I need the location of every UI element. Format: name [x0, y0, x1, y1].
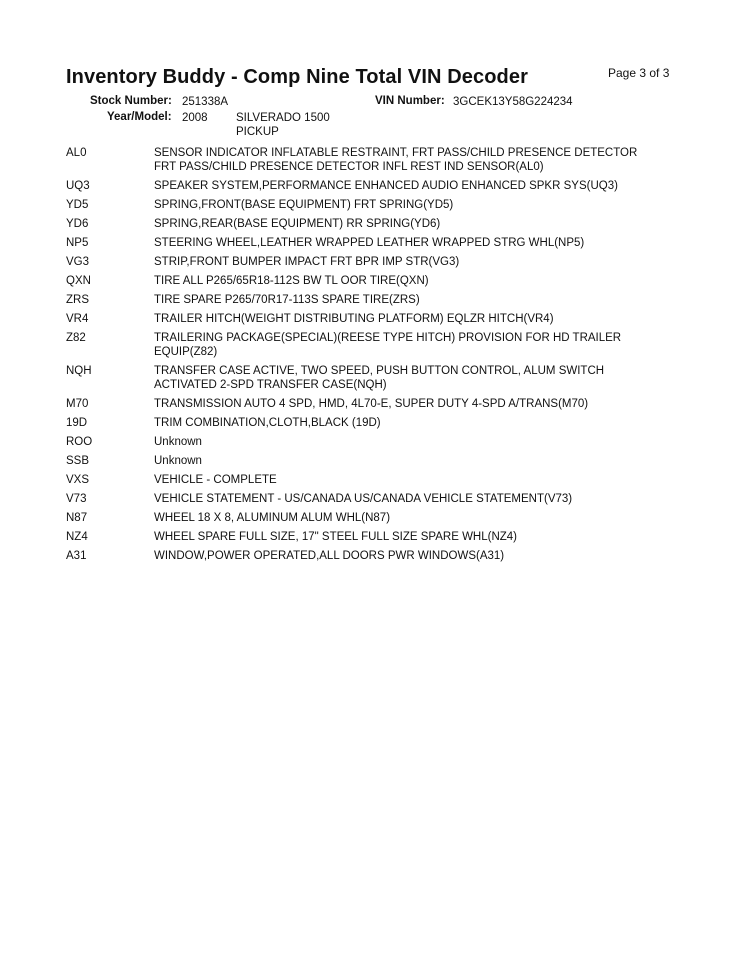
option-description-line: WINDOW,POWER OPERATED,ALL DOORS PWR WINDOWS(A31) — [154, 550, 505, 562]
option-row — [66, 416, 676, 435]
option-description-line: SPRING,FRONT(BASE EQUIPMENT) FRT SPRING(YD5) — [154, 199, 454, 211]
option-description — [154, 236, 676, 250]
option-row — [66, 454, 676, 473]
option-description-line: ACTIVATED 2-SPD TRANSFER CASE(NQH) — [154, 379, 387, 391]
option-row — [66, 435, 676, 454]
option-description-line: Unknown — [154, 455, 202, 467]
option-description-line: TRAILER HITCH(WEIGHT DISTRIBUTING PLATFORM) EQLZR HITCH(VR4) — [154, 313, 554, 325]
option-description — [154, 416, 676, 430]
model-line: SILVERADO 1500 — [236, 112, 330, 124]
option-description-line: TIRE SPARE P265/70R17-113S SPARE TIRE(ZRS) — [154, 294, 420, 306]
option-code: Z82 — [66, 332, 86, 344]
option-description-line: TRANSFER CASE ACTIVE, TWO SPEED, PUSH BUTTON CONTROL, ALUM SWITCH — [154, 365, 605, 377]
option-description — [154, 274, 676, 288]
year-model-label: Year/Model: — [107, 111, 172, 123]
option-description-line: VEHICLE - COMPLETE — [154, 474, 277, 486]
option-description — [154, 331, 676, 359]
option-description — [154, 198, 676, 212]
option-code: VR4 — [66, 313, 89, 325]
option-code: YD6 — [66, 218, 89, 230]
option-row — [66, 492, 676, 511]
option-description — [154, 435, 676, 449]
year-value: 2008 — [182, 112, 208, 124]
vin-number-label: VIN Number: — [375, 95, 445, 107]
option-description-line: STRIP,FRONT BUMPER IMPACT FRT BPR IMP STR(VG3) — [154, 256, 460, 268]
option-description-line: VEHICLE STATEMENT - US/CANADA US/CANADA VEHICLE STATEMENT(V73) — [154, 493, 573, 505]
option-code: ROO — [66, 436, 93, 448]
option-description — [154, 255, 676, 269]
option-description — [154, 397, 676, 411]
option-description-line: TRIM COMBINATION,CLOTH,BLACK (19D) — [154, 417, 381, 429]
option-description-line: TIRE ALL P265/65R18-112S BW TL OOR TIRE(QXN) — [154, 275, 429, 287]
option-code: NP5 — [66, 237, 89, 249]
option-code: N87 — [66, 512, 88, 524]
document-title: Inventory Buddy - Comp Nine Total VIN Decoder — [66, 66, 528, 88]
stock-number-label: Stock Number: — [90, 95, 172, 107]
vin-number-value: 3GCEK13Y58G224234 — [453, 96, 573, 108]
option-code: SSB — [66, 455, 90, 467]
option-description — [154, 364, 676, 392]
option-code: NQH — [66, 365, 92, 377]
stock-number-value: 251338A — [182, 96, 229, 108]
option-description — [154, 179, 676, 193]
option-code: V73 — [66, 493, 87, 505]
option-row — [66, 530, 676, 549]
option-row — [66, 179, 676, 198]
option-code: VG3 — [66, 256, 90, 268]
option-code: 19D — [66, 417, 88, 429]
option-description-line: TRAILERING PACKAGE(SPECIAL)(REESE TYPE HITCH) PROVISION FOR HD TRAILER — [154, 332, 622, 344]
option-row — [66, 274, 676, 293]
option-description — [154, 473, 676, 487]
option-description-line: WHEEL 18 X 8, ALUMINUM ALUM WHL(N87) — [154, 512, 391, 524]
option-row — [66, 549, 676, 568]
option-description — [154, 511, 676, 525]
option-code: QXN — [66, 275, 91, 287]
option-code: M70 — [66, 398, 89, 410]
option-description-line: SPRING,REAR(BASE EQUIPMENT) RR SPRING(YD6) — [154, 218, 441, 230]
option-row — [66, 312, 676, 331]
option-description-line: TRANSMISSION AUTO 4 SPD, HMD, 4L70-E, SUPER DUTY 4-SPD A/TRANS(M70) — [154, 398, 589, 410]
page-number: Page 3 of 3 — [608, 66, 670, 80]
model-value — [236, 111, 330, 139]
option-description-line: STEERING WHEEL,LEATHER WRAPPED LEATHER WRAPPED STRG WHL(NP5) — [154, 237, 585, 249]
option-code: ZRS — [66, 294, 89, 306]
option-row — [66, 331, 676, 364]
option-row — [66, 364, 676, 397]
option-row — [66, 473, 676, 492]
option-code: NZ4 — [66, 531, 88, 543]
option-description — [154, 293, 676, 307]
model-line: PICKUP — [236, 126, 279, 138]
option-description-line: Unknown — [154, 436, 202, 448]
option-code: YD5 — [66, 199, 89, 211]
option-row — [66, 255, 676, 274]
option-description-line: SENSOR INDICATOR INFLATABLE RESTRAINT, FRT PASS/CHILD PRESENCE DETECTOR — [154, 147, 638, 159]
option-row — [66, 198, 676, 217]
option-description — [154, 146, 676, 174]
option-description-line: FRT PASS/CHILD PRESENCE DETECTOR INFL REST IND SENSOR(AL0) — [154, 161, 544, 173]
option-row — [66, 397, 676, 416]
option-description-line: EQUIP(Z82) — [154, 346, 218, 358]
option-description — [154, 549, 676, 563]
option-code-list — [66, 146, 676, 568]
option-row — [66, 217, 676, 236]
option-row — [66, 236, 676, 255]
option-code: UQ3 — [66, 180, 90, 192]
option-row — [66, 511, 676, 530]
option-description — [154, 312, 676, 326]
option-description — [154, 217, 676, 231]
option-description — [154, 454, 676, 468]
option-code: VXS — [66, 474, 90, 486]
option-description — [154, 492, 676, 506]
option-code: AL0 — [66, 147, 87, 159]
option-row — [66, 146, 676, 179]
option-row — [66, 293, 676, 312]
option-description-line: WHEEL SPARE FULL SIZE, 17" STEEL FULL SIZE SPARE WHL(NZ4) — [154, 531, 518, 543]
option-description — [154, 530, 676, 544]
option-description-line: SPEAKER SYSTEM,PERFORMANCE ENHANCED AUDIO ENHANCED SPKR SYS(UQ3) — [154, 180, 618, 192]
option-code: A31 — [66, 550, 87, 562]
